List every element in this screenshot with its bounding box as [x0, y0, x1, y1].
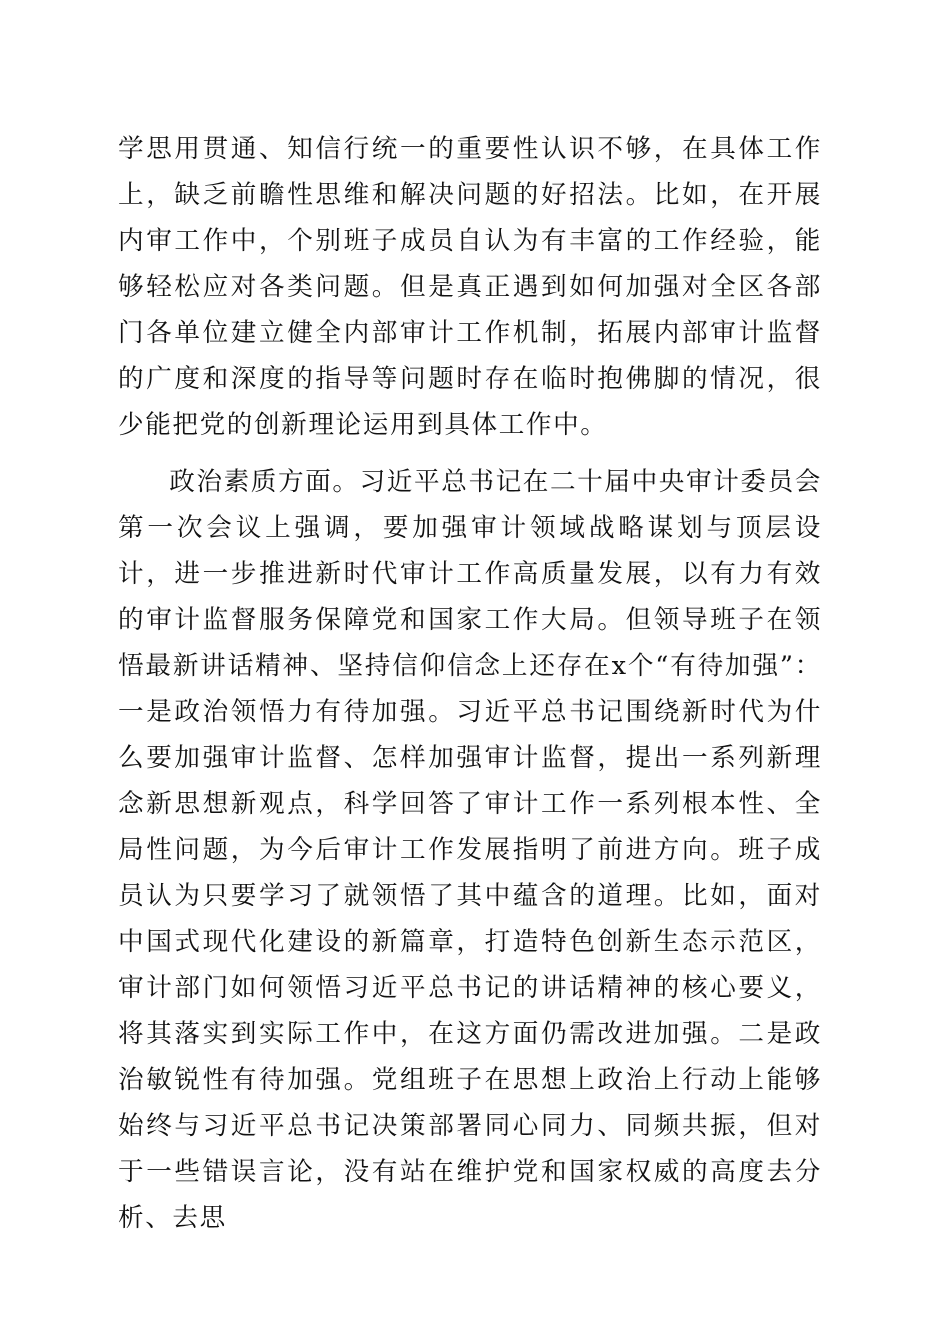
- paragraph-continued: 学思用贯通、知信行统一的重要性认识不够，在具体工作上，缺乏前瞻性思维和解决问题的好招法。比如，在开展内审工作中，个别班子成员自认为有丰富的工作经验，能够轻松应对各类问题。但是真正遇到如何加强对全区各部门各单位建立健全内部审计工作机制，拓展内部审计监督的广度和深度的指导等问题时存在临时抱佛脚的情况，很少能把党的创新理论运用到具体工作中。: [118, 134, 822, 440]
- document-body: [118, 126, 822, 1252]
- paragraph-political-quality: 政治素质方面。习近平总书记在二十届中央审计委员会第一次会议上强调，要加强审计领域战略谋划与顶层设计，进一步推进新时代审计工作高质量发展，以有力有效的审计监督服务保障党和国家工作大局。但领导班子在领悟最新讲话精神、坚持信仰信念上还存在x个“有待加强”：一是政治领悟力有待加强。习近平总书记围绕新时代为什么要加强审计监督、怎样加强审计监督，提出一系列新理念新思想新观点，科学回答了审计工作一系列根本性、全局性问题，为今后审计工作发展指明了前进方向。班子成员认为只要学习了就领悟了其中蕴含的道理。比如，面对中国式现代化建设的新篇章，打造特色创新生态示范区，审计部门如何领悟习近平总书记的讲话精神的核心要义，将其落实到实际工作中，在这方面仍需改进加强。二是政治敏锐性有待加强。党组班子在思想上政治上行动上能够始终与习近平总书记决策部署同心同力、同频共振，但对于一些错误言论，没有站在维护党和国家权威的高度去分析、去思: [118, 467, 822, 1233]
